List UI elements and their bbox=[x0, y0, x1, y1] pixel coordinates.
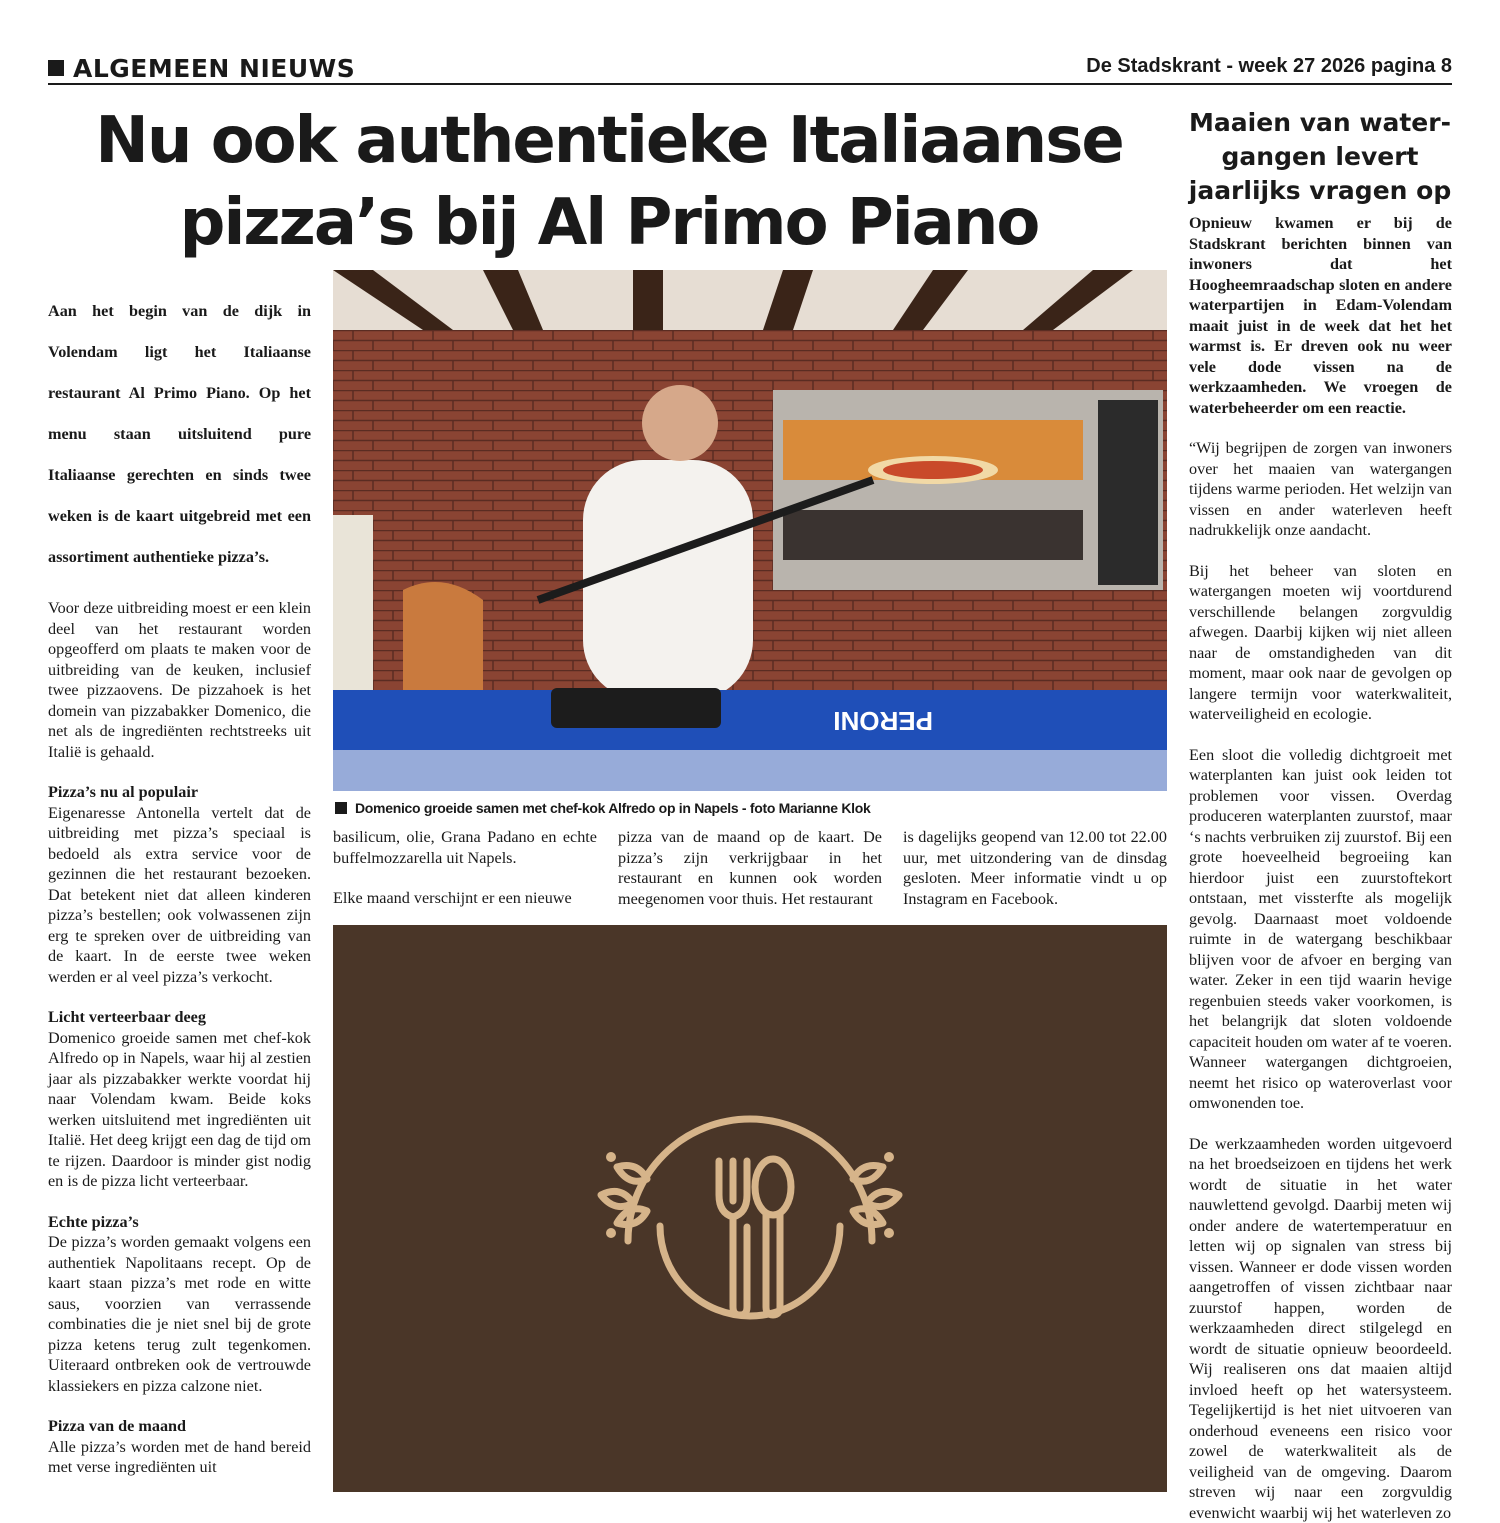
restaurant-logo-icon bbox=[333, 925, 1167, 1492]
article-headline bbox=[50, 100, 1168, 264]
article-column-2 bbox=[333, 827, 597, 929]
subhead-real-pizza: Echte pizza’s bbox=[48, 1212, 311, 1233]
subhead-popular: Pizza’s nu al populair bbox=[48, 782, 311, 803]
section-label bbox=[48, 54, 355, 83]
subhead-dough: Licht verteerbaar deeg bbox=[48, 1007, 311, 1028]
article-paragraph: Voor deze uitbreiding moest er een klein deel van het restaurant worden opgeofferd om plaats te maken voor de uitbreiding van de keuken, inclusief twee pizzaovens. De pizzahoek is het domein van pizzabakker Domenico, die net als de ingrediënten rechtstreeks uit Italië is gehaald. bbox=[48, 598, 311, 762]
photo-caption bbox=[335, 800, 870, 816]
sidebar-headline: Maaien van watergangen levert jaarlijks vragen op bbox=[1180, 106, 1460, 208]
sidebar-paragraph: Bij het beheer van sloten en watergangen moeten wij voortdurend verschillende belangen zorgvuldig afwegen. Daarbij kijken wij niet alleen naar de omstandigheden van dit moment, maar ook naar de gevolgen op langere termijn voor waterkwaliteit, waterveiligheid en ecologie. bbox=[1189, 561, 1452, 725]
subhead-pizza-of-month: Pizza van de maand bbox=[48, 1416, 311, 1437]
article-lead: Aan het begin van de dijk in Volendam ligt het Italiaanse restaurant Al Primo Piano. Op het menu staan uitsluitend pure Italiaanse gerechten en sinds twee weken is de kaart uitgebreid met een assortiment authentieke pizza’s. bbox=[48, 291, 311, 578]
pizza-oven-photo bbox=[333, 270, 1167, 791]
article-photo bbox=[333, 270, 1167, 791]
article-paragraph: Elke maand verschijnt er een nieuwe bbox=[333, 888, 597, 909]
advertisement-block bbox=[333, 925, 1167, 1492]
photo-caption-text: Domenico groeide samen met chef-kok Alfredo op in Napels - foto Marianne Klok bbox=[355, 800, 870, 816]
section-label-text: ALGEMEEN NIEUWS bbox=[73, 54, 355, 83]
sidebar-paragraph: Een sloot die volledig dichtgroeit met waterplanten kan juist ook leiden tot problemen voor vissen. Overdag produceren waterplanten zuurstof, maar ‘s nachts verbruiken zij zuurstof. Bij een grote hoeveelheid begroeiing kan hierdoor juist een zuurstoftekort ontstaan, met vissterfte als mogelijk gevolg. Daarnaast moet voldoende ruimte in de watergang beschikbaar blijven voor de afvoer en berging van water. Zeker in een tijd waarin hevige regenbuien steeds vaker voorkomen, is het belangrijk dat sloten voldoende capaciteit houden om water af te voeren. Wanneer watergangen dichtgroeien, neemt het risico op wateroverlast voor omwonenden toe. bbox=[1189, 745, 1452, 1114]
article-paragraph: Eigenaresse Antonella vertelt dat de uitbreiding met pizza’s speciaal is bedoeld als extra service voor de gezinnen die het restaurant bezoeken. Dat betekent niet dat alleen kinderen pizza’s bestellen; ook volwassenen zijn erg te spreken over de uitbreiding van de kaart. In de eerste twee weken werden er al veel pizza’s verkocht. bbox=[48, 803, 311, 988]
header-rule bbox=[48, 83, 1452, 85]
section-square-icon bbox=[48, 60, 64, 76]
article-column-3 bbox=[618, 827, 882, 929]
article-paragraph: De pizza’s worden gemaakt volgens een authentiek Napolitaans recept. Op de kaart staan pizza’s met rode en witte saus, voorzien van verrassende combinaties die je niet snel bij de grote pizza ketens terug zult tegenkomen. Uiteraard ontbreken ook de vertrouwde klassiekers en pizza calzone niet. bbox=[48, 1232, 311, 1396]
sidebar-lead: Opnieuw kwamen er bij de Stadskrant berichten binnen van inwoners dat het Hoogheemraadschap sloten en andere waterpartijen in Edam-Volendam maait juist in de week dat het het warmst is. Er dreven ook nu weer vele dode vissen na de werkzaamheden. We vroegen de waterbeheerder om een reactie. bbox=[1189, 213, 1452, 418]
sidebar-column bbox=[1189, 213, 1452, 1492]
sidebar-paragraph: “Wij begrijpen de zorgen van inwoners over het maaien van watergangen tijdens warme perioden. Het welzijn van vissen en ander waterleven heeft nadrukkelijk onze aandacht. bbox=[1189, 438, 1452, 541]
article-paragraph: basilicum, olie, Grana Padano en echte buffelmozzarella uit Napels. bbox=[333, 827, 597, 868]
article-column-1 bbox=[48, 291, 311, 1492]
article-paragraph: is dagelijks geopend van 12.00 tot 22.00 uur, met uitzondering van de dinsdag gesloten. Meer informatie vindt u op Instagram en Facebook. bbox=[903, 827, 1167, 909]
photo-sign-text: PERONI bbox=[833, 706, 933, 736]
caption-square-icon bbox=[335, 802, 347, 814]
masthead: De Stadskrant - week 27 2026 pagina 8 bbox=[1086, 55, 1452, 78]
article-paragraph: Alle pizza’s worden met de hand bereid met verse ingrediënten uit bbox=[48, 1437, 311, 1478]
article-paragraph: pizza van de maand op de kaart. De pizza’s zijn verkrijgbaar in het restaurant en kunnen ook worden meegenomen voor thuis. Het restaurant bbox=[618, 827, 882, 909]
article-paragraph: Domenico groeide samen met chef-kok Alfredo op in Napels, waar hij al zestien jaar als pizzabakker werkte voordat hij naar Volendam kwam. Beide koks werken uitsluitend met ingrediënten uit Italië. Het deeg krijgt een dag de tijd om te rijzen. Daardoor is minder gist nodig en is de pizza licht verteerbaar. bbox=[48, 1028, 311, 1192]
headline-line-1: Nu ook authentieke Italiaanse bbox=[95, 104, 1122, 178]
fork-icon bbox=[719, 1161, 747, 1315]
sidebar-paragraph: De werkzaamheden worden uitgevoerd na het broedseizoen en tijdens het werk wordt de situatie in het water nauwlettend gevolgd. Daarbij meten wij onder andere de watertemperatuur en letten wij op signalen van stress bij vissen. Wanneer er dode vissen worden aangetroffen of vissen zichtbaar naar zuurstof happen, worden de werkzaamheden direct stilgelegd en wordt de situatie opnieuw beoordeeld. Wij realiseren ons dat maaien altijd invloed heeft op het watersysteem. Tegelijkertijd is het niet uitvoeren van onderhoud eveneens een risico voor zowel de waterkwaliteit als de veiligheid van de omgeving. Daarom streven wij naar een zorgvuldig evenwicht waarbij wij het waterleven zo bbox=[1189, 1134, 1452, 1523]
headline-line-2: pizza’s bij Al Primo Piano bbox=[180, 186, 1039, 260]
article-column-4 bbox=[903, 827, 1167, 929]
spoon-icon bbox=[755, 1159, 791, 1315]
